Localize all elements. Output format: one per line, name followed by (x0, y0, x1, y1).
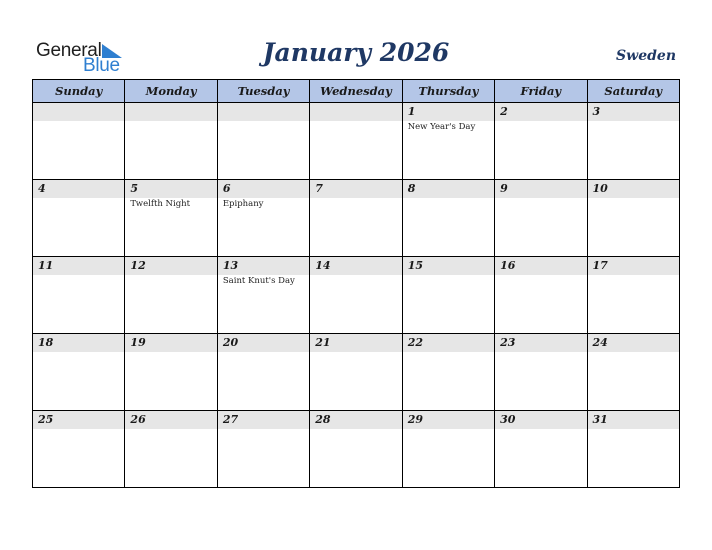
day-cell (402, 103, 494, 180)
day-cell (495, 257, 587, 334)
day-number: 17 (588, 257, 679, 275)
day-cell (217, 334, 309, 411)
day-number: 31 (588, 411, 679, 429)
day-cell (125, 103, 217, 180)
day-number: 15 (403, 257, 494, 275)
day-number: 7 (310, 180, 401, 198)
day-cell (125, 180, 217, 257)
day-cell (310, 334, 402, 411)
day-cell (125, 257, 217, 334)
weekday-header-saturday: Saturday (587, 80, 679, 103)
week-row (33, 334, 680, 411)
day-number: 13 (218, 257, 309, 275)
day-cell (495, 411, 587, 488)
day-cell (402, 257, 494, 334)
week-row (33, 257, 680, 334)
day-number: 14 (310, 257, 401, 275)
day-number: 6 (218, 180, 309, 198)
holiday-label: Saint Knut's Day (222, 276, 295, 286)
day-number: 5 (125, 180, 216, 198)
day-cell (495, 180, 587, 257)
calendar-body (33, 103, 680, 488)
day-cell (587, 334, 679, 411)
day-number: 20 (218, 334, 309, 352)
weekday-header-row (33, 80, 680, 103)
day-cell (33, 103, 125, 180)
calendar-grid (32, 79, 680, 488)
day-number (125, 103, 216, 121)
weekday-header-monday: Monday (125, 80, 217, 103)
day-number (33, 103, 124, 121)
day-number: 2 (495, 103, 586, 121)
day-cell (587, 103, 679, 180)
day-number: 16 (495, 257, 586, 275)
day-number: 12 (125, 257, 216, 275)
day-number (310, 103, 401, 121)
day-cell (402, 411, 494, 488)
day-cell (33, 180, 125, 257)
day-cell (587, 257, 679, 334)
day-cell (310, 257, 402, 334)
day-number: 27 (218, 411, 309, 429)
week-row (33, 180, 680, 257)
day-number: 19 (125, 334, 216, 352)
logo-text-blue: Blue (83, 55, 120, 76)
day-cell (217, 411, 309, 488)
day-number: 21 (310, 334, 401, 352)
weekday-header-tuesday: Tuesday (217, 80, 309, 103)
day-cell (402, 334, 494, 411)
day-cell (217, 257, 309, 334)
day-cell (33, 334, 125, 411)
day-number: 28 (310, 411, 401, 429)
day-cell (587, 411, 679, 488)
page-title: January 2026 (262, 38, 450, 67)
holiday-label: Epiphany (222, 199, 264, 209)
day-number: 25 (33, 411, 124, 429)
logo-text-general: General (36, 40, 102, 61)
day-number: 23 (495, 334, 586, 352)
day-cell (125, 334, 217, 411)
weekday-header-wednesday: Wednesday (310, 80, 402, 103)
day-number: 3 (588, 103, 679, 121)
day-cell (310, 180, 402, 257)
day-number: 4 (33, 180, 124, 198)
country-label: Sweden (616, 48, 676, 64)
day-number: 1 (403, 103, 494, 121)
day-cell (310, 411, 402, 488)
week-row (33, 103, 680, 180)
holiday-label: New Year's Day (407, 122, 476, 132)
day-number: 26 (125, 411, 216, 429)
weekday-header-sunday: Sunday (33, 80, 125, 103)
day-number: 10 (588, 180, 679, 198)
weekday-header-friday: Friday (495, 80, 587, 103)
day-cell (495, 103, 587, 180)
day-cell (402, 180, 494, 257)
weekday-header-thursday: Thursday (402, 80, 494, 103)
day-cell (33, 411, 125, 488)
day-number (218, 103, 309, 121)
day-number: 24 (588, 334, 679, 352)
day-cell (217, 180, 309, 257)
day-cell (217, 103, 309, 180)
day-cell (495, 334, 587, 411)
day-cell (33, 257, 125, 334)
day-number: 29 (403, 411, 494, 429)
day-cell (125, 411, 217, 488)
day-number: 30 (495, 411, 586, 429)
holiday-label: Twelfth Night (130, 199, 191, 209)
day-number: 11 (33, 257, 124, 275)
day-cell (310, 103, 402, 180)
day-number: 8 (403, 180, 494, 198)
week-row (33, 411, 680, 488)
day-number: 9 (495, 180, 586, 198)
day-number: 18 (33, 334, 124, 352)
day-number: 22 (403, 334, 494, 352)
day-cell (587, 180, 679, 257)
